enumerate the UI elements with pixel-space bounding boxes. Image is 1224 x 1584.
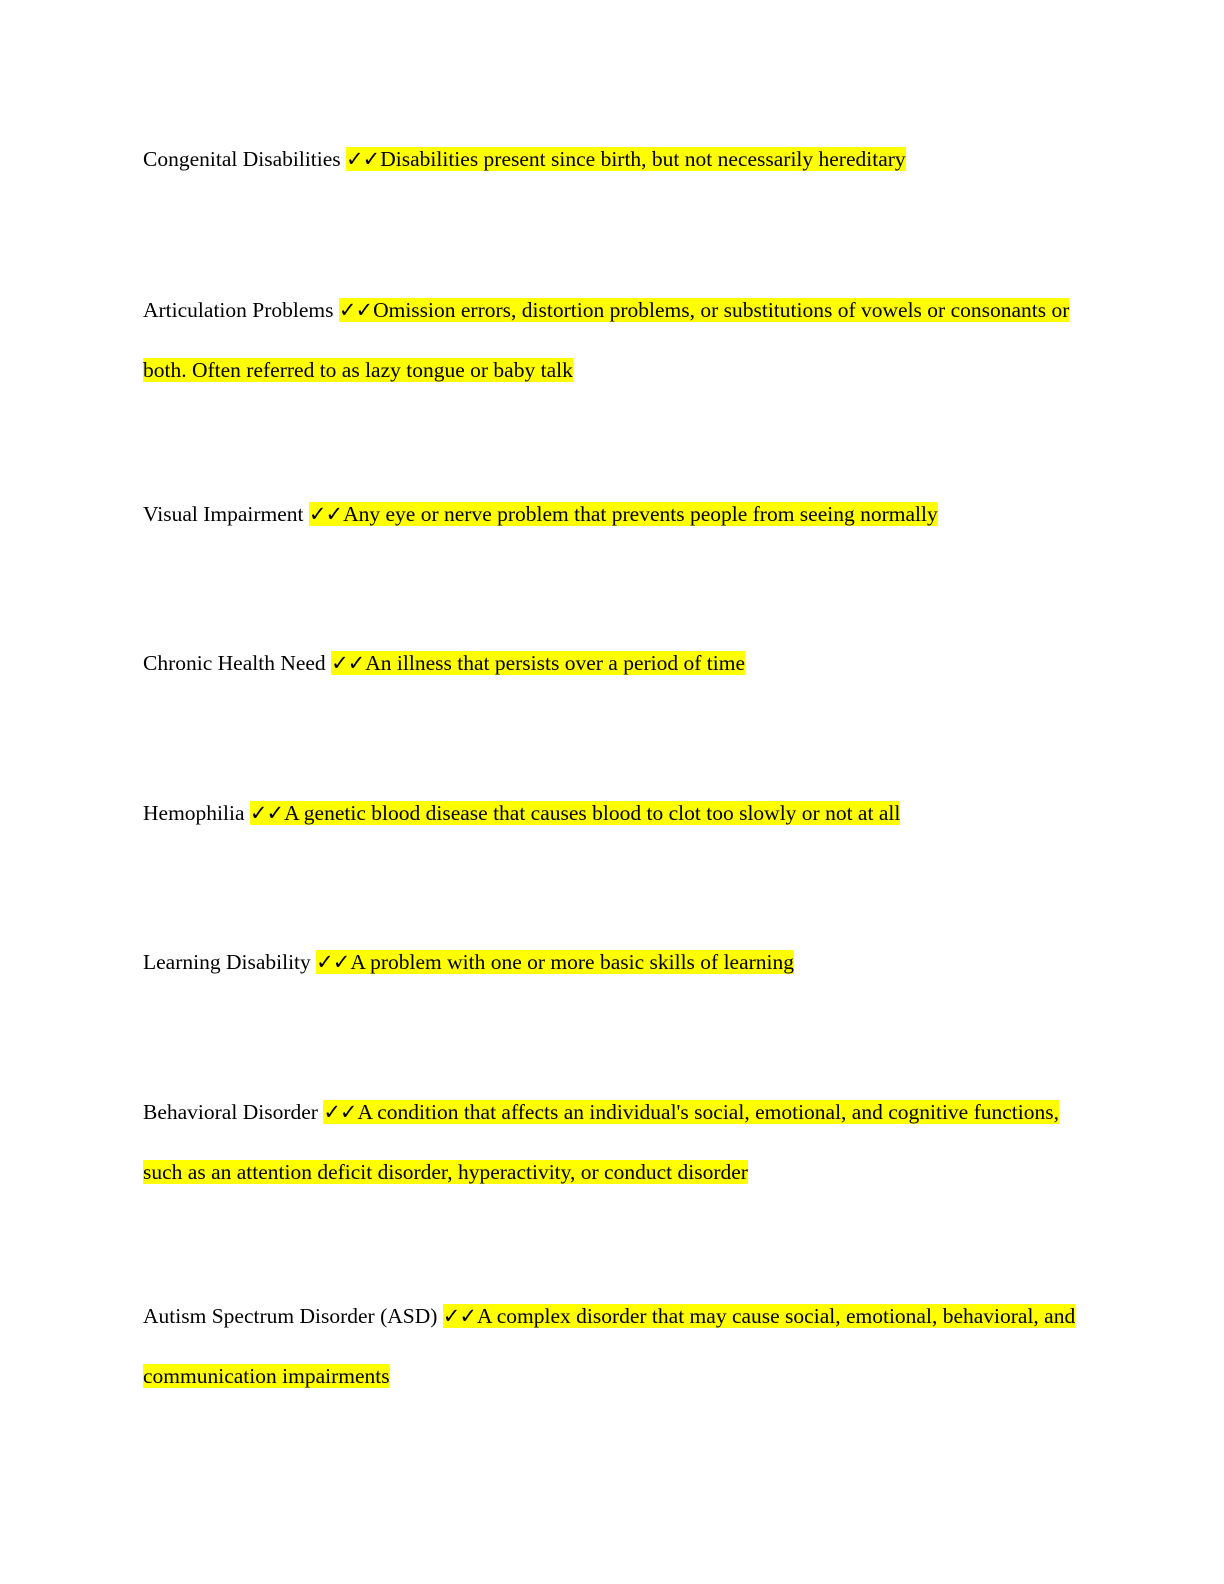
term: Autism Spectrum Disorder (ASD) bbox=[143, 1304, 438, 1328]
double-check-icon: ✓✓ bbox=[338, 298, 373, 322]
definition: A genetic blood disease that causes blood to clot too slowly or not at all bbox=[284, 801, 901, 825]
term: Congenital Disabilities bbox=[143, 147, 341, 171]
definition-highlight bbox=[316, 950, 794, 974]
definition-highlight bbox=[250, 801, 900, 825]
definition-highlight bbox=[309, 502, 938, 526]
definition: Disabilities present since birth, but not necessarily hereditary bbox=[380, 147, 906, 171]
definition: A problem with one or more basic skills of learning bbox=[350, 950, 795, 974]
flashcard-entry bbox=[143, 1286, 1088, 1406]
term: Hemophilia bbox=[143, 801, 245, 825]
term: Chronic Health Need bbox=[143, 651, 326, 675]
flashcard-entry bbox=[143, 1082, 1088, 1202]
flashcard-entry bbox=[143, 932, 1088, 992]
double-check-icon: ✓✓ bbox=[249, 801, 284, 825]
term: Visual Impairment bbox=[143, 502, 304, 526]
double-check-icon: ✓✓ bbox=[323, 1100, 357, 1124]
definition-highlight bbox=[331, 651, 745, 675]
definition: A condition that affects an individual's social, emotional, and cognitive functions, such as an attention deficit disorder, hyperactivity, or conduct disorder bbox=[143, 1100, 1059, 1184]
definition: A complex disorder that may cause social, emotional, behavioral, and communication impairments bbox=[143, 1304, 1076, 1388]
double-check-icon: ✓✓ bbox=[346, 147, 380, 171]
double-check-icon: ✓✓ bbox=[316, 950, 350, 974]
term: Learning Disability bbox=[143, 950, 311, 974]
flashcard-entry bbox=[143, 633, 1088, 693]
double-check-icon: ✓✓ bbox=[442, 1304, 476, 1328]
definition: An illness that persists over a period of time bbox=[365, 651, 746, 675]
flashcard-entry bbox=[143, 783, 1088, 843]
definition: Any eye or nerve problem that prevents people from seeing normally bbox=[343, 502, 938, 526]
double-check-icon: ✓✓ bbox=[331, 651, 365, 675]
term: Behavioral Disorder bbox=[143, 1100, 318, 1124]
term: Articulation Problems bbox=[143, 298, 334, 322]
double-check-icon: ✓✓ bbox=[308, 502, 343, 526]
flashcard-entry bbox=[143, 280, 1088, 400]
flashcard-entry bbox=[143, 129, 1088, 189]
flashcard-entry bbox=[143, 484, 1088, 544]
definition-highlight bbox=[346, 147, 906, 171]
definition: Omission errors, distortion problems, or substitutions of vowels or consonants or both. Often referred to as lazy tongue or baby talk bbox=[143, 298, 1070, 382]
